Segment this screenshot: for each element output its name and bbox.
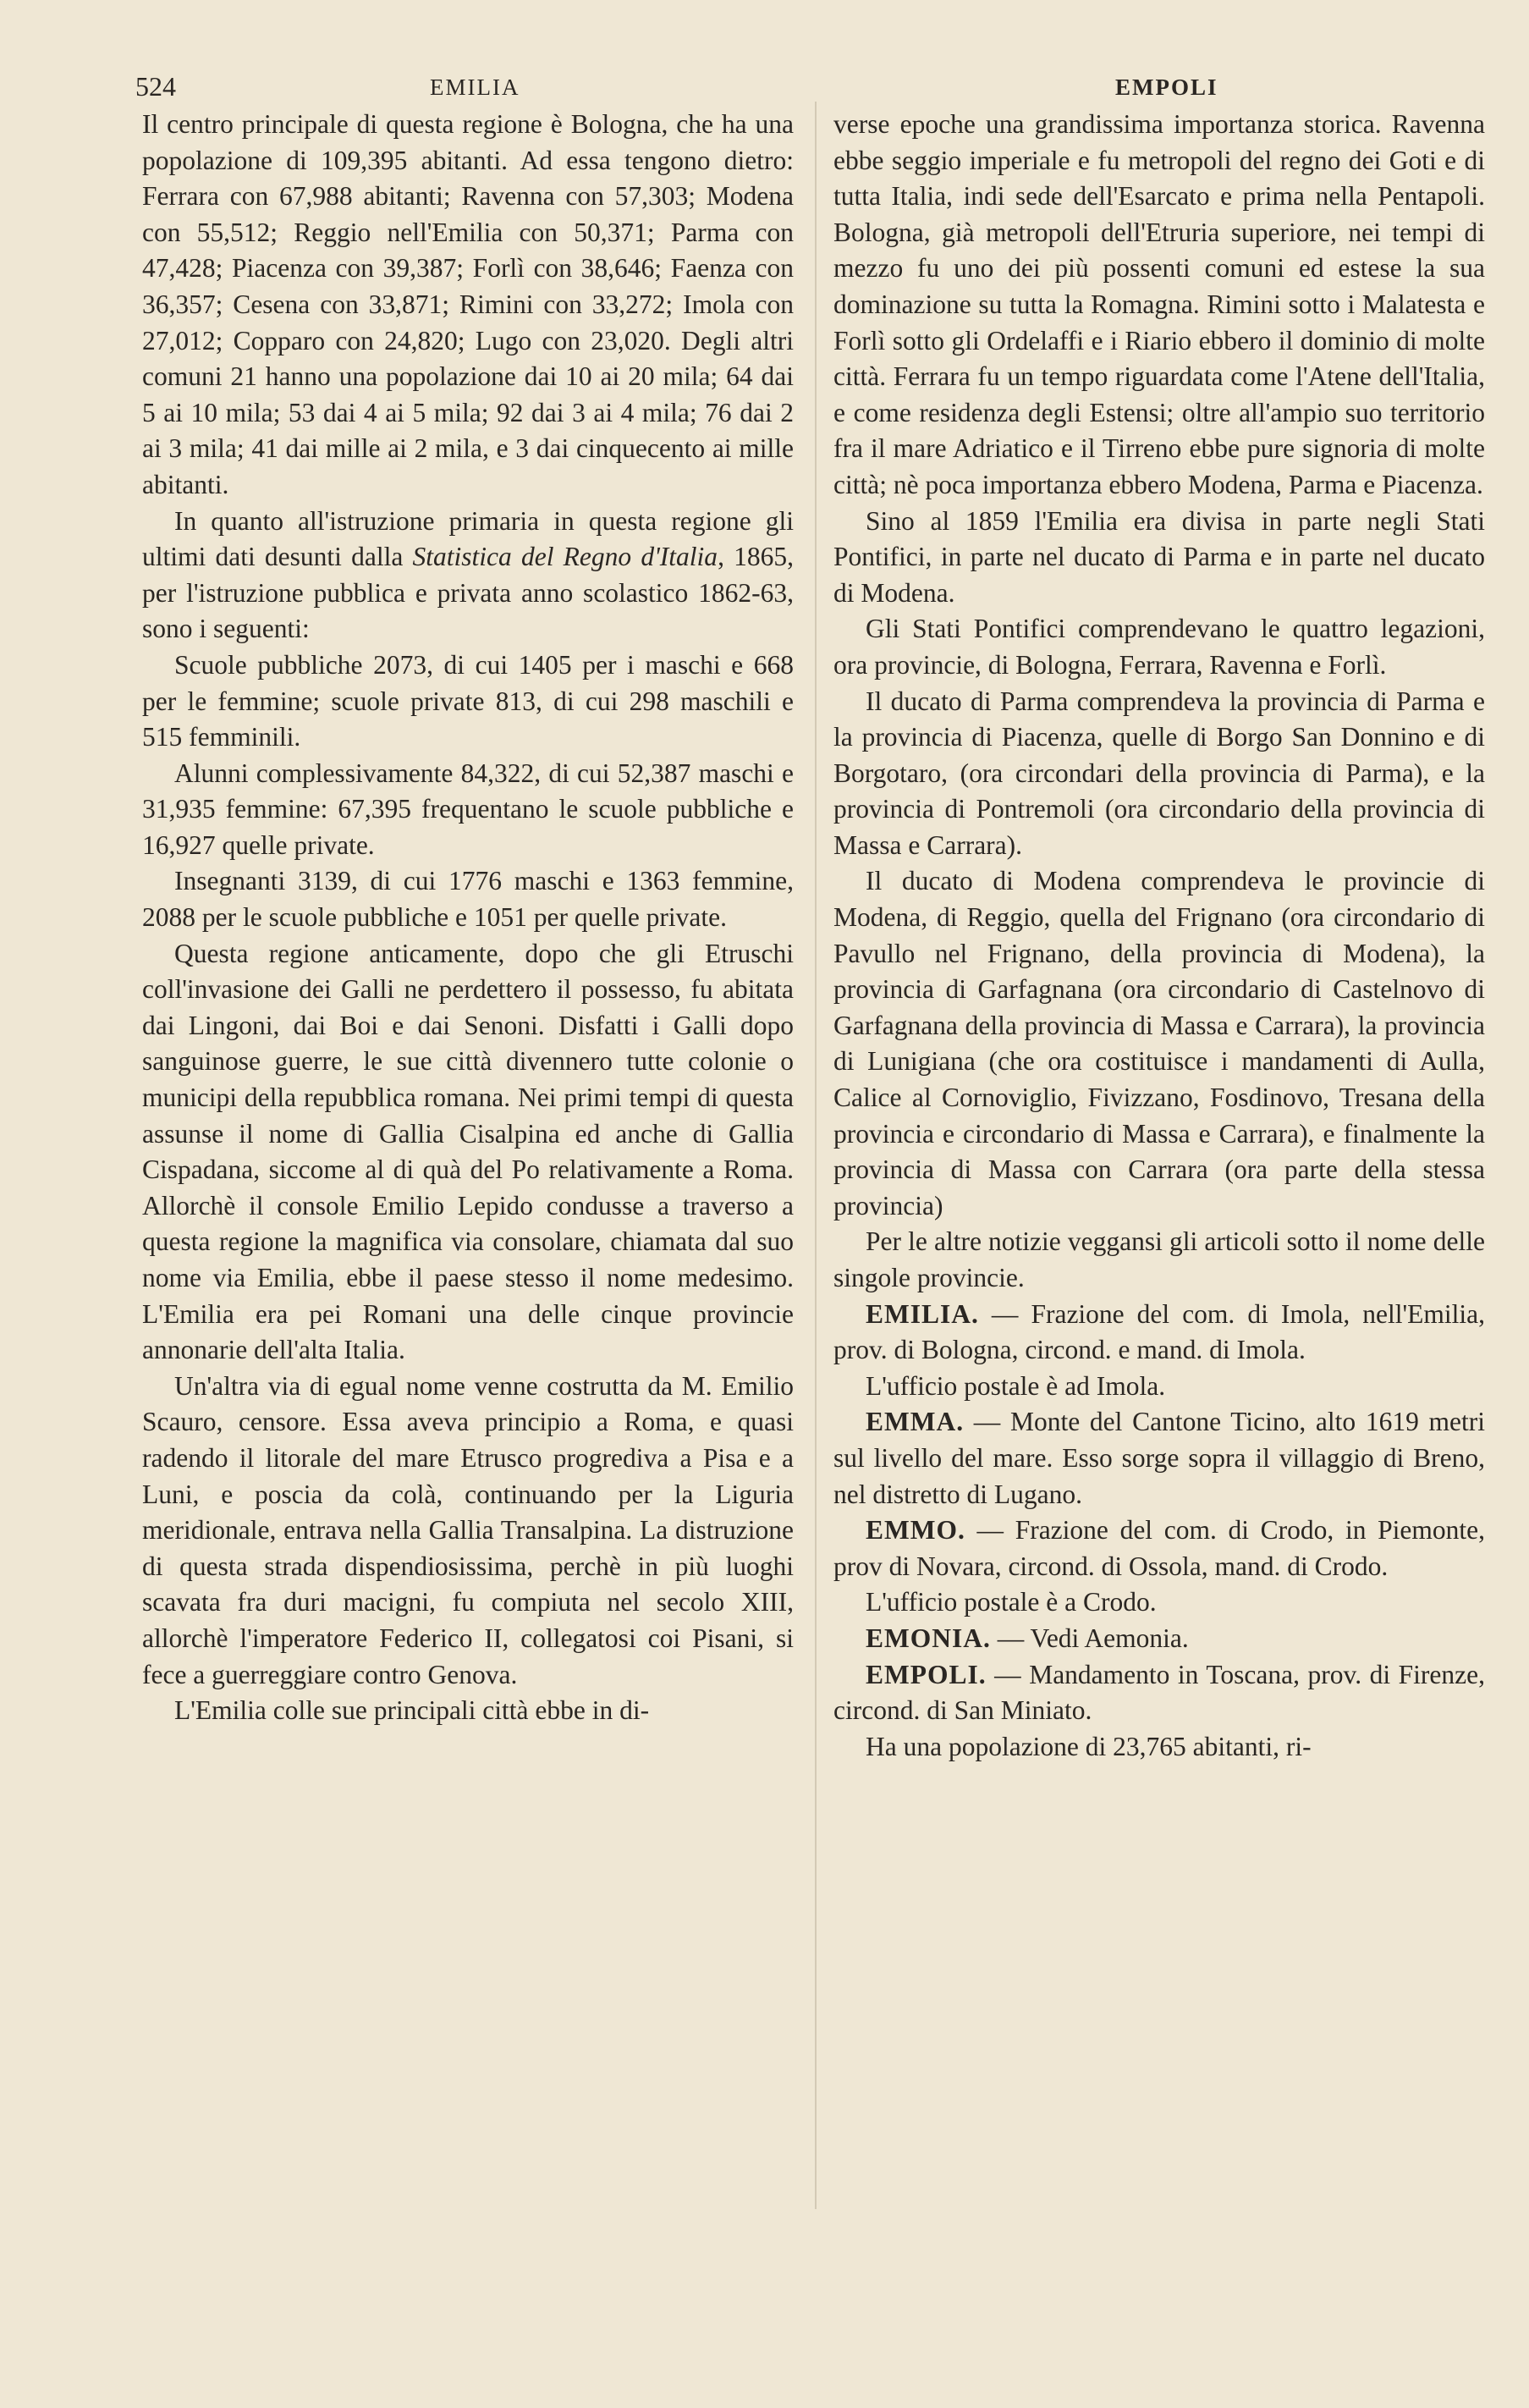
entry-emmo-text: — Frazione del com. di Crodo, in Piemonte, prov di Novara, circond. di Ossola, mand. di Crodo.: [833, 1515, 1485, 1581]
paragraph-papal-states: Gli Stati Pontifici comprendevano le quattro legazioni, ora provincie, di Bologna, Ferrara, Ravenna e Forlì.: [833, 614, 1485, 680]
entry-empoli-text: — Mandamento in Toscana, prov. di Firenze, circond. di San Miniato.: [833, 1659, 1485, 1726]
paragraph-education: [142, 504, 794, 647]
entry-emilia-lemma: EMILIA.: [866, 1298, 979, 1329]
paragraph-pupils: Alunni complessivamente 84,322, di cui 52,387 maschi e 31,935 femmine: 67,395 frequentano le scuole pubbliche e 16,927 quelle private.: [142, 758, 794, 860]
entry-emmo-lemma: EMMO.: [866, 1515, 965, 1546]
entry-emma-lemma: EMMA.: [866, 1407, 965, 1437]
entry-emonia: [833, 1621, 1485, 1657]
entry-empoli: [833, 1657, 1485, 1729]
right-column: [833, 107, 1485, 1765]
paragraph-schools: Scuole pubbliche 2073, di cui 1405 per i maschi e 668 per le femmine; scuole private 813, di cui 298 maschili e 515 femminili.: [142, 649, 794, 752]
paragraph-duchy-parma: Il ducato di Parma comprendeva la provincia di Parma e la provincia di Piacenza, quelle di Borgo San Donnino e di Borgotaro, (ora circondari della provincia di Parma), e la provincia di Pontremoli (ora circondario della provincia di Massa e Carrara).: [833, 686, 1485, 860]
paragraph-teachers: Insegnanti 3139, di cui 1776 maschi e 1363 femmine, 2088 per le scuole pubbliche e 1051 per quelle private.: [142, 866, 794, 933]
paragraph-division-1859: Sino al 1859 l'Emilia era divisa in parte negli Stati Pontifici, in parte nel ducato di Parma e in parte nel ducato di Modena.: [833, 505, 1485, 608]
left-running-head: EMILIA: [430, 74, 520, 100]
entry-emonia-text: — Vedi Aemonia.: [990, 1623, 1189, 1653]
entry-emmo: [833, 1513, 1485, 1584]
paragraph-see-also: Per le altre notizie veggansi gli articoli sotto il nome delle singole provincie.: [833, 1226, 1485, 1292]
left-column: [142, 107, 794, 1729]
entry-emilia: [833, 1297, 1485, 1369]
entry-empoli-post: Ha una popolazione di 23,765 abitanti, ri-: [866, 1731, 1312, 1761]
paragraph-duchy-modena: Il ducato di Modena comprendeva le provincie di Modena, di Reggio, quella del Frignano (ora circondario di Pavullo nel Frignano, della provincia di Modena), la provincia di Garfagnana (ora circondario di Castelnovo di Garfagnana della provincia di Massa e Carrara), la provincia di Lunigiana (che ora costituisce i mandamenti di Aulla, Calice al Cornoviglio, Fivizzano, Fosdinovo, Tresana della provincia e circondario di Massa e Carrara), e finalmente la provincia di Massa con Carrara (ora parte della stessa provincia): [833, 866, 1485, 1221]
education-text-end: , 1865, per l'istruzione pubblica e privata anno scolastico 1862-63, sono i seguenti:: [142, 542, 795, 644]
statistica-title: Statistica del Regno d'Italia: [412, 542, 718, 572]
paragraph-via-emilia: Un'altra via di egual nome venne costrutta da M. Emilio Scauro, censore. Essa aveva principio a Roma, e quasi radendo il litorale del mare Etrusco progrediva a Pisa e a Luni, e poscia da colà, continuando per la Liguria meridionale, entrava nella Gallia Transalpina. La distruzione di questa strada dispendiosissima, perchè in più luoghi scavata fra duri macigni, fu compiuta nel secolo XIII, allorchè l'imperatore Federico II, collegatosi coi Pisani, si fece a guerreggiare contro Genova.: [142, 1370, 794, 1689]
entry-empoli-lemma: EMPOLI.: [866, 1659, 987, 1689]
entry-emmo-post: L'ufficio postale è a Crodo.: [866, 1587, 1157, 1617]
paragraph-history: Questa regione anticamente, dopo che gli Etruschi coll'invasione dei Galli ne perdettero il possesso, fu abitata dai Lingoni, dai Boi e dai Senoni. Disfatti i Galli dopo sanguinose guerre, le sue città divennero tutte colonie o municipi della repubblica romana. Nei primi tempi di questa assunse il nome di Gallia Cisalpina ed anche di Gallia Cispadana, siccome al di quà del Po relativamente a Roma. Allorchè il console Emilio Lepido condusse a traverso a questa regione la magnifica via consolare, chiamata dal suo nome via Emilia, ebbe il paese stesso il nome medesimo. L'Emilia era pei Romani una delle cinque provincie annonarie dell'alta Italia.: [142, 938, 794, 1365]
entry-emma: [833, 1404, 1485, 1513]
entry-emilia-post: L'ufficio postale è ad Imola.: [866, 1370, 1166, 1401]
paragraph-cities-continued: verse epoche una grandissima importanza storica. Ravenna ebbe seggio imperiale e fu metropoli del regno dei Goti e di tutta Italia, indi sede dell'Esarcato e prima nella Pentapoli. Bologna, già metropoli dell'Etruria superiore, nei tempi di mezzo fu uno dei più possenti comuni ed estese la sua dominazione su tutta la Romagna. Rimini sotto i Malatesta e Forlì sotto gli Ordelaffi e i Riario ebbero il dominio di molte città. Ferrara fu un tempo riguardata come l'Atene dell'Italia, e come residenza degli Estensi; oltre all'ampio suo territorio fra il mare Adriatico e il Tirreno ebbe pure signoria di molte città; nè poca importanza ebbero Modena, Parma e Piacenza.: [833, 109, 1485, 499]
entry-emonia-lemma: EMONIA.: [866, 1623, 991, 1653]
paragraph-population: Il centro principale di questa regione è Bologna, che ha una popolazione di 109,395 abitanti. Ad essa tengono dietro: Ferrara con 67,988 abitanti; Ravenna con 57,303; Modena con 55,512; Reggio nell'Emilia con 50,371; Parma con 47,428; Piacenza con 39,387; Forlì con 38,646; Faenza con 36,357; Cesena con 33,871; Rimini con 33,272; Imola con 27,012; Copparo con 24,820; Lugo con 23,020. Degli altri comuni 21 hanno una popolazione dai 10 ai 20 mila; 64 dai 5 ai 10 mila; 53 dai 4 ai 5 mila; 92 dai 3 ai 4 mila; 76 dai 2 ai 3 mila; 41 dai mille ai 2 mila, e 3 dai cinquecento ai mille abitanti.: [142, 109, 794, 499]
paragraph-cities: L'Emilia colle sue principali città ebbe in di-: [174, 1695, 650, 1726]
right-running-head: EMPOLI: [1115, 74, 1218, 100]
entry-emma-text: — Monte del Cantone Ticino, alto 1619 metri sul livello del mare. Esso sorge sopra il villaggio di Breno, nel distretto di Lugano.: [833, 1407, 1485, 1509]
page-number: 524: [135, 71, 176, 102]
education-text-start: In quanto all'istruzione primaria in questa regione gli ultimi dati desunti dalla: [142, 505, 794, 572]
entry-emilia-text: — Frazione del com. di Imola, nell'Emilia, prov. di Bologna, circond. e mand. di Imola.: [833, 1298, 1485, 1365]
column-divider: [815, 102, 817, 2209]
